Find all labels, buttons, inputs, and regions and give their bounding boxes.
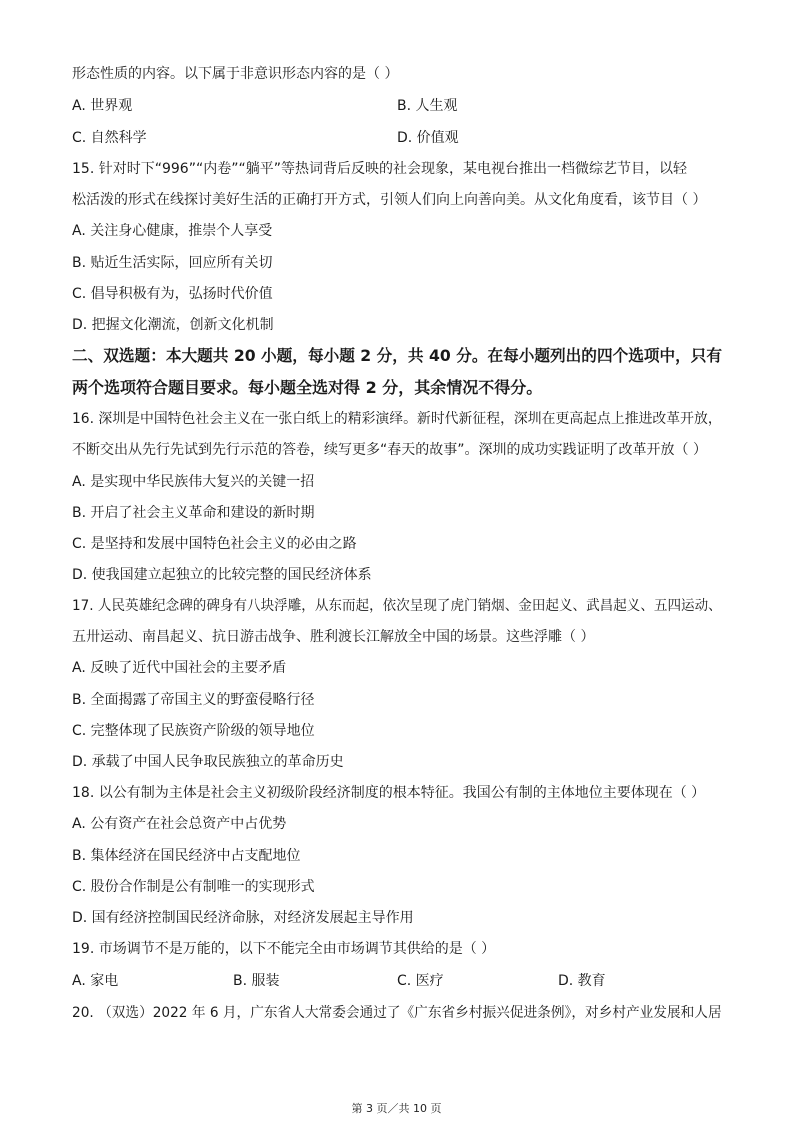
q17-option-c: C. 完整体现了民族资产阶级的领导地位 (72, 723, 315, 739)
q19-option-a: A. 家电 (72, 973, 119, 989)
q15-option-d: D. 把握文化潮流，创新文化机制 (72, 317, 274, 333)
q14-option-c: C. 自然科学 (72, 130, 147, 146)
q14-option-a: A. 世界观 (72, 98, 133, 114)
q17-stem-line2: 五卅运动、南昌起义、抗日游击战争、胜利渡长江解放全中国的场景。这些浮雕（ ） (72, 629, 595, 645)
q15-stem-line1: 15. 针对时下“996”“内卷”“躺平”等热词背后反映的社会现象，某电视台推出一档微综艺节目，以轻 (72, 161, 687, 177)
q16-option-b: B. 开启了社会主义革命和建设的新时期 (72, 505, 315, 521)
q18-option-d: D. 国有经济控制国民经济命脉，对经济发展起主导作用 (72, 910, 414, 926)
q16-option-a: A. 是实现中华民族伟大复兴的关键一招 (72, 474, 315, 490)
q17-option-b: B. 全面揭露了帝国主义的野蛮侵略行径 (72, 692, 315, 708)
q16-option-d: D. 使我国建立起独立的比较完整的国民经济体系 (72, 567, 372, 583)
q18-option-b: B. 集体经济在国民经济中占支配地位 (72, 848, 301, 864)
section2-heading-line1: 二、双选题：本大题共 20 小题，每小题 2 分，共 40 分。在每小题列出的四个选项中，只有 (72, 346, 723, 365)
q16-stem-line1: 16. 深圳是中国特色社会主义在一张白纸上的精彩演绎。新时代新征程，深圳在更高起点上推进改革开放， (72, 411, 722, 427)
section2-heading-line2: 两个选项符合题目要求。每小题全选对得 2 分，其余情况不得分。 (72, 378, 543, 397)
q18-option-a: A. 公有资产在社会总资产中占优势 (72, 816, 287, 832)
q14-option-b: B. 人生观 (397, 98, 458, 114)
q15-stem-line2: 松活泼的形式在线探讨美好生活的正确打开方式，引领人们向上向善向美。从文化角度看，该节目（ ） (72, 192, 707, 208)
q17-stem-line1: 17. 人民英雄纪念碑的碑身有八块浮雕，从东而起，依次呈现了虎门销烟、金田起义、武昌起义、五四运动、 (72, 598, 722, 614)
q15-option-a: A. 关注身心健康，推崇个人享受 (72, 223, 273, 239)
q15-option-b: B. 贴近生活实际，回应所有关切 (72, 255, 273, 271)
q15-option-c: C. 倡导积极有为，弘扬时代价值 (72, 286, 273, 302)
q19-option-c: C. 医疗 (397, 973, 444, 989)
q17-option-a: A. 反映了近代中国社会的主要矛盾 (72, 660, 287, 676)
q17-option-d: D. 承载了中国人民争取民族独立的革命历史 (72, 754, 344, 770)
q14-option-d: D. 价值观 (397, 130, 459, 146)
q16-stem-line2: 不断交出从先行先试到先行示范的答卷，续写更多“春天的故事”。深圳的成功实践证明了改革开放（ ） (72, 442, 707, 458)
page-number: 第 3 页／共 10 页 (351, 1102, 442, 1115)
q19-option-b: B. 服装 (233, 973, 280, 989)
q18-option-c: C. 股份合作制是公有制唯一的实现形式 (72, 879, 315, 895)
q14-stem: 形态性质的内容。以下属于非意识形态内容的是（ ） (72, 66, 399, 82)
q16-option-c: C. 是坚持和发展中国特色社会主义的必由之路 (72, 536, 357, 552)
q19-stem-line1: 19. 市场调节不是万能的，以下不能完全由市场调节其供给的是（ ） (72, 941, 496, 957)
q20-stem-line1: 20. （双选）2022 年 6 月，广东省人大常委会通过了《广东省乡村振兴促进条例》，对乡村产业发展和人居 (72, 1005, 722, 1021)
q19-option-d: D. 教育 (558, 973, 606, 989)
q18-stem-line1: 18. 以公有制为主体是社会主义初级阶段经济制度的根本特征。我国公有制的主体地位主要体现在（ ） (72, 785, 706, 801)
